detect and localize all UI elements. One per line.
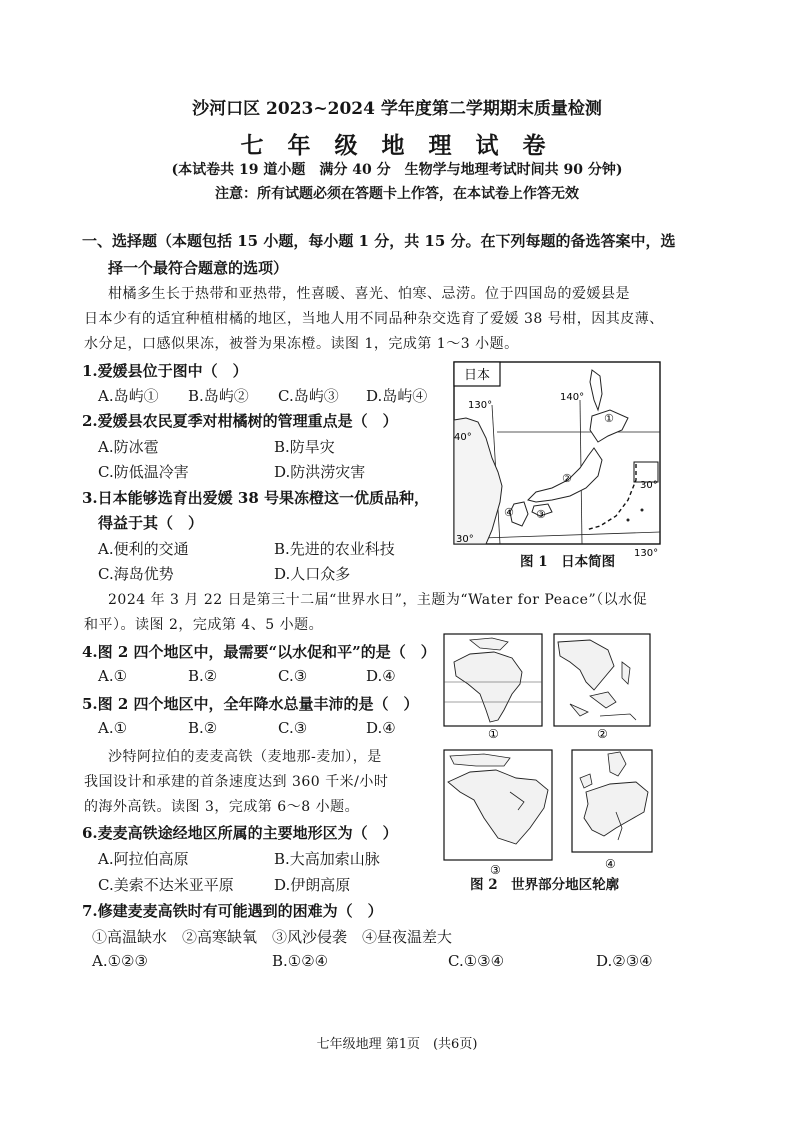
passage-line: 我国设计和承建的首条速度达到 360 千米/小时 — [84, 774, 389, 790]
q3-option-c[interactable]: C.海岛优势 — [98, 565, 174, 583]
exam-info: (本试卷共 19 道小题 满分 40 分 生物学与地理考试时间共 90 分钟) — [171, 162, 623, 178]
question-3-stem: 3.日本能够选育出爱媛 38 号果冻橙这一优质品种， — [82, 489, 429, 507]
question-4-stem: 4.图 2 四个地区中，最需要“以水促和平”的是（ ） — [82, 643, 436, 661]
exam-title: 七 年 级 地 理 试 卷 — [240, 132, 554, 159]
passage-line: 的海外高铁。读图 3，完成第 6～8 小题。 — [84, 799, 360, 815]
q2-option-a[interactable]: A.防冰雹 — [98, 438, 159, 456]
q5-option-b[interactable]: B.② — [188, 719, 218, 737]
q7-option-a[interactable]: A.①②③ — [92, 952, 148, 970]
q7-option-c[interactable]: C.①③④ — [448, 952, 505, 970]
q6-option-a[interactable]: A.阿拉伯高原 — [98, 850, 189, 868]
q3-option-b[interactable]: B.先进的农业科技 — [274, 540, 395, 558]
region-map-1 — [444, 634, 542, 741]
q2-option-c[interactable]: C.防低温冷害 — [98, 463, 189, 481]
passage-line: 沙特阿拉伯的麦麦高铁（麦地那-麦加），是 — [108, 749, 382, 765]
q3-option-a[interactable]: A.便利的交通 — [98, 540, 189, 558]
island-marker-3: ③ — [536, 508, 546, 521]
map3-marker: ③ — [490, 863, 501, 877]
question-2-stem: 2.爱媛县农民夏季对柑橘树的管理重点是（ ） — [82, 412, 398, 430]
island-marker-2: ② — [562, 472, 572, 485]
map-title: 日本 — [463, 368, 491, 383]
exam-header-line: 沙河口区 2023~2024 学年度第二学期期末质量检测 — [192, 99, 602, 119]
page-footer: 七年级地理 第1页 (共6页) — [316, 1037, 478, 1052]
q6-option-b[interactable]: B.大高加索山脉 — [274, 850, 380, 868]
lat-30-label-left: 30° — [456, 534, 474, 545]
lat-40-label: 40° — [454, 432, 472, 443]
lon-130-label: 130° — [468, 400, 493, 411]
figure1-caption: 图 1 日本简图 — [520, 554, 616, 570]
q4-option-c[interactable]: C.③ — [278, 667, 308, 685]
passage-line: 2024 年 3 月 22 日是第三十二届“世界水日”，主题为“Water for Peace”（以水促 — [108, 592, 648, 608]
q4-option-b[interactable]: B.② — [188, 667, 218, 685]
small-island — [627, 519, 630, 522]
q1-option-c[interactable]: C.岛屿③ — [278, 387, 339, 405]
q5-option-c[interactable]: C.③ — [278, 719, 308, 737]
lon-130-label-bottom: 130° — [634, 548, 659, 559]
region-map-3 — [444, 750, 552, 877]
region-map-4 — [572, 750, 652, 871]
map1-marker: ① — [488, 727, 499, 741]
q7-option-b[interactable]: B.①②④ — [272, 952, 329, 970]
q7-option-d[interactable]: D.②③④ — [596, 952, 653, 970]
passage-line: 水分足，口感似果冻，被誉为果冻橙。读图 1，完成第 1～3 小题。 — [84, 336, 519, 352]
lat-30-label-right: 30° — [640, 480, 658, 491]
q4-option-a[interactable]: A.① — [98, 667, 128, 685]
world-regions-figure — [440, 632, 654, 888]
q3-option-d[interactable]: D.人口众多 — [274, 565, 351, 583]
question-5-stem: 5.图 2 四个地区中，全年降水总量丰沛的是（ ） — [82, 695, 419, 713]
small-island — [641, 509, 644, 512]
island-marker-4: ④ — [504, 506, 514, 519]
passage-line: 日本少有的适宜种植柑橘的地区，当地人用不同品种杂交选育了爱媛 38 号柑，因其皮薄、 — [84, 311, 664, 327]
q2-option-d[interactable]: D.防洪涝灾害 — [274, 463, 366, 481]
q1-option-d[interactable]: D.岛屿④ — [366, 387, 428, 405]
q1-option-a[interactable]: A.岛屿① — [98, 387, 159, 405]
lon-140-label: 140° — [560, 392, 585, 403]
section-heading: 一、选择题（本题包括 15 小题，每小题 1 分，共 15 分。在下列每题的备选答案中，选 — [82, 232, 676, 250]
q7-statement-list: ①高温缺水 ②高寒缺氧 ③风沙侵袭 ④昼夜温差大 — [92, 928, 453, 946]
island-marker-1: ① — [604, 412, 614, 425]
passage-line: 柑橘多生长于热带和亚热带，性喜暖、喜光、怕寒、忌涝。位于四国岛的爱媛县是 — [108, 286, 630, 302]
q6-option-c[interactable]: C.美索不达米亚平原 — [98, 876, 234, 894]
question-1-stem: 1.爱媛县位于图中（ ） — [82, 362, 248, 380]
figure2-caption: 图 2 世界部分地区轮廓 — [470, 877, 620, 893]
question-6-stem: 6.麦麦高铁途经地区所属的主要地形区为（ ） — [82, 824, 398, 842]
japan-map-figure — [452, 360, 664, 559]
question-3-stem-cont: 得益于其（ ） — [98, 514, 204, 532]
map4-marker: ④ — [605, 857, 616, 871]
q4-option-d[interactable]: D.④ — [366, 667, 396, 685]
q5-option-d[interactable]: D.④ — [366, 719, 396, 737]
section-heading-cont: 择一个最符合题意的选项） — [108, 259, 289, 277]
map2-marker: ② — [597, 727, 608, 741]
exam-notice: 注意：所有试题必须在答题卡上作答，在本试卷上作答无效 — [215, 186, 579, 202]
question-7-stem: 7.修建麦麦高铁时有可能遇到的困难为（ ） — [82, 902, 383, 920]
region-map-2 — [554, 634, 650, 741]
q6-option-d[interactable]: D.伊朗高原 — [274, 876, 351, 894]
q2-option-b[interactable]: B.防旱灾 — [274, 438, 335, 456]
passage-line: 和平）。读图 2，完成第 4、5 小题。 — [84, 617, 324, 633]
q1-option-b[interactable]: B.岛屿② — [188, 387, 249, 405]
q5-option-a[interactable]: A.① — [98, 719, 128, 737]
